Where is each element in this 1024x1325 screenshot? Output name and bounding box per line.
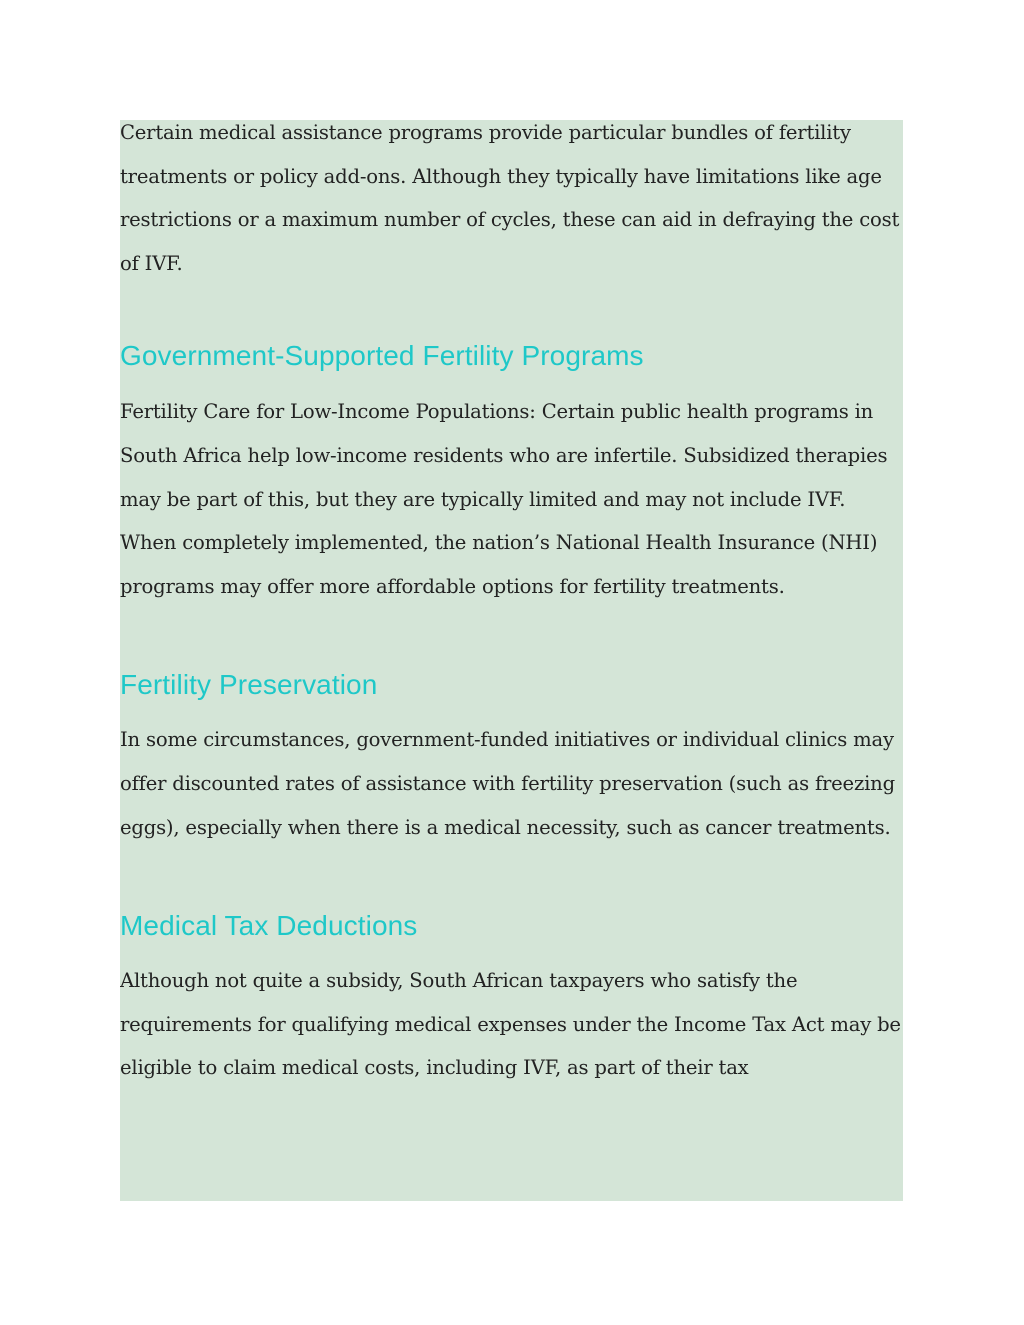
content-block <box>120 120 903 1201</box>
paragraph-low-income-care: Fertility Care for Low-Income Populations: Certain public health programs in South Africa help low-income residents who are infertile. Subsidized therapies may be part of this, but they are typically limited and may not include IVF. When completely implemented, the nation’s National Health Insurance (NHI) programs may offer more affordable options for fertility treatments. <box>120 400 888 598</box>
heading-government-programs: Government-Supported Fertility Programs <box>120 340 644 372</box>
heading-medical-tax-deductions: Medical Tax Deductions <box>120 910 418 942</box>
paragraph-medical-assistance: Certain medical assistance programs provide particular bundles of fertility treatments or policy add-ons. Although they typically have limitations like age restrictions or a maximum number of cycles, these can aid in defraying the cost of IVF. <box>120 121 900 275</box>
heading-fertility-preservation: Fertility Preservation <box>120 669 378 701</box>
paragraph-tax-deductions: Although not quite a subsidy, South African taxpayers who satisfy the requirements for qualifying medical expenses under the Income Tax Act may be eligible to claim medical costs, including IVF, as part of their tax <box>120 969 901 1080</box>
paragraph-fertility-preservation: In some circumstances, government-funded initiatives or individual clinics may offer discounted rates of assistance with fertility preservation (such as freezing eggs), especially when there is a medical necessity, such as cancer treatments. <box>120 728 895 839</box>
